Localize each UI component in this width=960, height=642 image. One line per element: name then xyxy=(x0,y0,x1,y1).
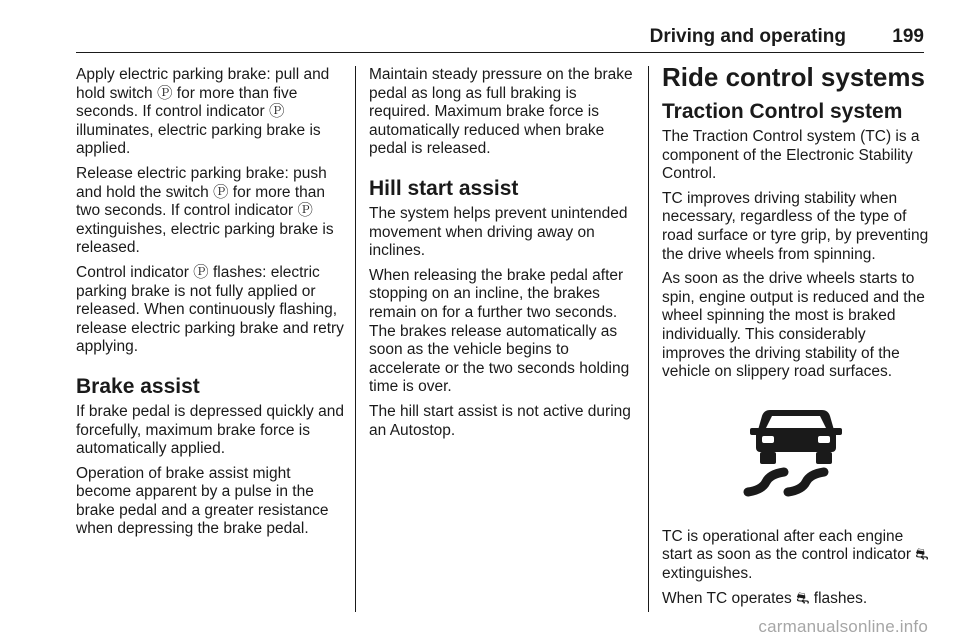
column-middle xyxy=(369,66,635,446)
column-right xyxy=(662,62,930,614)
column-left xyxy=(76,66,344,545)
traction-control-text-5: When TC operates ⛐ flashes. xyxy=(662,589,868,607)
brake-assist-heading: Brake assist xyxy=(76,374,200,398)
column-divider-right xyxy=(648,66,649,612)
traction-control-skid-car-icon xyxy=(662,388,930,520)
hill-start-text-1: The system helps prevent unintended movement when driving away on inclines. xyxy=(369,204,628,260)
traction-control-text-2: TC improves driving stability when necessary, regardless of the type of road surface or tyre grip, by preventing the drive wheels from spinning. xyxy=(662,189,929,263)
parking-brake-flashing-text: Control indicator Ⓟ flashes: electric parking brake is not fully applied or released. When continuously flashing, release electric parking brake and retry applying. xyxy=(76,263,344,356)
brake-assist-text-2: Operation of brake assist might become apparent by a pulse in the brake pedal and a greater resistance when depressing the brake pedal. xyxy=(76,464,329,538)
steady-pressure-text: Maintain steady pressure on the brake pedal as long as full braking is required. Maximum brake force is automatically reduced when brake pedal is released. xyxy=(369,66,633,158)
brake-assist-text-1: If brake pedal is depressed quickly and forcefully, maximum brake force is automatically applied. xyxy=(76,402,344,458)
site-watermark: carmanualsonline.info xyxy=(758,617,928,636)
hill-start-text-3: The hill start assist is not active during an Autostop. xyxy=(369,402,631,439)
page-header xyxy=(76,26,924,53)
traction-control-text-1: The Traction Control system (TC) is a component of the Electronic Stability Control. xyxy=(662,128,920,183)
hill-start-assist-heading: Hill start assist xyxy=(369,176,519,200)
hill-start-text-2: When releasing the brake pedal after stopping on an incline, the brakes remain on for a further two seconds. The brakes release automatically as soon as the vehicle begins to accelerate or the two seconds holding time is over. xyxy=(369,266,630,396)
parking-brake-apply-text: Apply electric parking brake: pull and hold switch Ⓟ for more than five seconds. If control indicator Ⓟ illuminates, electric parking brake is applied. xyxy=(76,66,330,158)
traction-control-text-4: TC is operational after each engine start as soon as the control indicator ⛐ extinguishes. xyxy=(662,527,929,582)
parking-brake-release-text: Release electric parking brake: push and hold the switch Ⓟ for more than two seconds. If control indicator Ⓟ extinguishes, electric parking brake is released. xyxy=(76,164,334,257)
header-section-title: Driving and operating xyxy=(649,26,846,47)
traction-control-heading: Traction Control system xyxy=(662,100,903,123)
column-divider-left xyxy=(355,66,356,612)
page-number: 199 xyxy=(892,26,924,47)
ride-control-systems-heading: Ride control systems xyxy=(662,62,925,92)
traction-control-text-3: As soon as the drive wheels starts to spin, engine output is reduced and the wheel spinning the most is braked individually. This considerably improves the driving stability of the vehicle on slippery road surfaces. xyxy=(662,270,925,381)
